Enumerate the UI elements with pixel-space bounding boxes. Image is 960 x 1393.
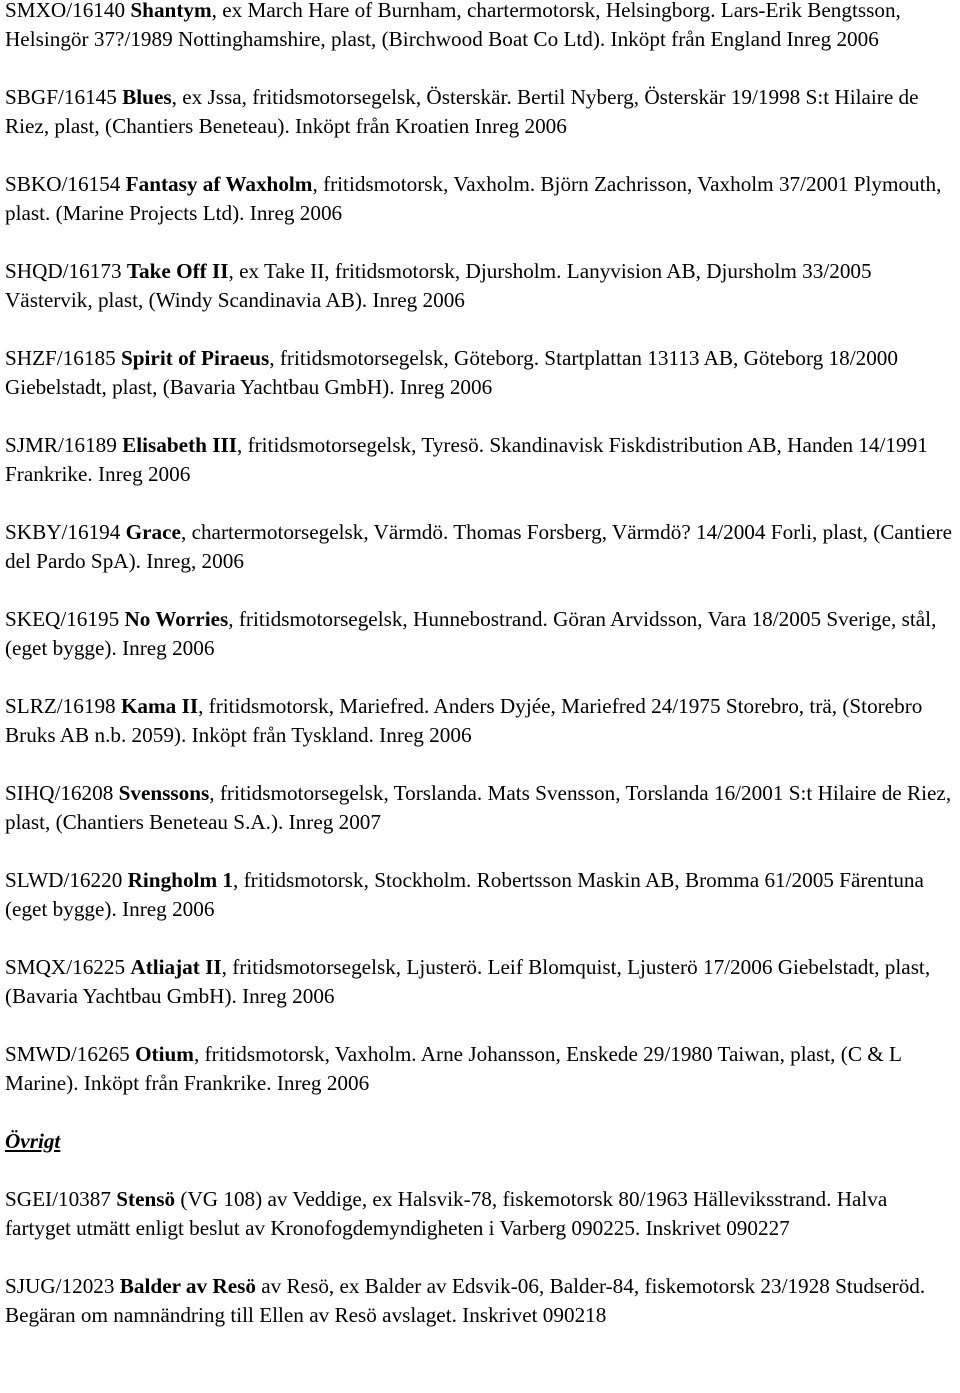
entry-details: , chartermotorsegelsk, Värmdö. Thomas Forsberg, Värmdö? 14/2004 Forli, plast, (Cantiere del Pardo SpA). Inreg, 2006 [5, 520, 953, 573]
register-entry [5, 257, 957, 315]
entry-details: , fritidsmotorsegelsk, Tyresö. Skandinavisk Fiskdistribution AB, Handen 14/1991 Frankrike. Inreg 2006 [5, 433, 928, 486]
entry-callsign: SHQD/16173 [5, 259, 127, 283]
entry-details: av Resö, ex Balder av Edsvik-06, Balder-84, fiskemotorsk 23/1928 Studseröd. Begäran om namnändring till Ellen av Resö avslaget. Inskrivet 090218 [5, 1274, 926, 1327]
entry-details: , fritidsmotorsegelsk, Torslanda. Mats Svensson, Torslanda 16/2001 S:t Hilaire de Riez, plast, (Chantiers Beneteau S.A.). Inreg 2007 [5, 781, 952, 834]
entry-callsign: SLWD/16220 [5, 868, 128, 892]
register-entry [5, 692, 957, 750]
entry-vessel-name: Otium [135, 1042, 194, 1066]
entry-details: , fritidsmotorsk, Mariefred. Anders Dyjée, Mariefred 24/1975 Storebro, trä, (Storebro Bruks AB n.b. 2059). Inköpt från Tyskland. Inreg 2006 [5, 694, 923, 747]
entry-callsign: SLRZ/16198 [5, 694, 121, 718]
entry-details: , fritidsmotorsk, Vaxholm. Arne Johansson, Enskede 29/1980 Taiwan, plast, (C & L Marine). Inköpt från Frankrike. Inreg 2006 [5, 1042, 902, 1095]
register-entry [5, 83, 957, 141]
register-entry [5, 605, 957, 663]
entry-vessel-name: Svenssons [118, 781, 210, 805]
entry-callsign: SIHQ/16208 [5, 781, 119, 805]
entry-callsign: SMWD/16265 [5, 1042, 136, 1066]
document-page [5, 0, 957, 1359]
entry-callsign: SGEI/10387 [5, 1187, 117, 1211]
register-entry [5, 1185, 957, 1243]
entry-vessel-name: Fantasy af Waxholm [125, 172, 313, 196]
entry-callsign: SBKO/16154 [5, 172, 126, 196]
entry-vessel-name: Grace [125, 520, 181, 544]
entry-callsign: SMQX/16225 [5, 955, 131, 979]
register-entry [5, 866, 957, 924]
entry-vessel-name: Kama II [120, 694, 199, 718]
entry-callsign: SBGF/16145 [5, 85, 123, 109]
register-entry [5, 518, 957, 576]
register-entry [5, 344, 957, 402]
register-entry [5, 779, 957, 837]
register-entry [5, 1040, 957, 1098]
entry-vessel-name: Spirit of Piraeus [120, 346, 270, 370]
entry-vessel-name: Atliajat II [130, 955, 222, 979]
section-heading: Övrigt [5, 1129, 61, 1153]
entry-callsign: SKBY/16194 [5, 520, 126, 544]
entry-vessel-name: Take Off II [126, 259, 229, 283]
register-entry [5, 953, 957, 1011]
register-entry [5, 0, 957, 54]
entry-details: , fritidsmotorsegelsk, Hunnebostrand. Göran Arvidsson, Vara 18/2005 Sverige, stål, (eget bygge). Inreg 2006 [5, 607, 937, 660]
entry-details: , ex Take II, fritidsmotorsk, Djursholm. Lanyvision AB, Djursholm 33/2005 Västervik, plast, (Windy Scandinavia AB). Inreg 2006 [5, 259, 872, 312]
entry-details: , ex March Hare of Burnham, chartermotorsk, Helsingborg. Lars-Erik Bengtsson, Helsingör 37?/1989 Nottinghamshire, plast, (Birchwood Boat Co Ltd). Inköpt från England Inreg 2006 [5, 0, 901, 51]
entry-vessel-name: Ringholm 1 [127, 868, 233, 892]
entry-vessel-name: Elisabeth III [122, 433, 237, 457]
entry-callsign: SJMR/16189 [5, 433, 123, 457]
entry-details: , fritidsmotorsegelsk, Göteborg. Startplattan 13113 AB, Göteborg 18/2000 Giebelstadt, plast, (Bavaria Yachtbau GmbH). Inreg 2006 [5, 346, 898, 399]
entry-vessel-name: Balder av Resö [119, 1274, 256, 1298]
register-entry [5, 1272, 957, 1330]
entry-vessel-name: Blues [122, 85, 172, 109]
entry-details: , fritidsmotorsk, Vaxholm. Björn Zachrisson, Vaxholm 37/2001 Plymouth, plast. (Marine Projects Ltd). Inreg 2006 [5, 172, 942, 225]
register-entry [5, 431, 957, 489]
entry-details: , ex Jssa, fritidsmotorsegelsk, Österskär. Bertil Nyberg, Österskär 19/1998 S:t Hilaire de Riez, plast, (Chantiers Beneteau). Inköpt från Kroatien Inreg 2006 [5, 85, 919, 138]
entry-details: , fritidsmotorsk, Stockholm. Robertsson Maskin AB, Bromma 61/2005 Färentuna (eget bygge). Inreg 2006 [5, 868, 924, 921]
entry-callsign: SMXO/16140 [5, 0, 131, 22]
entry-callsign: SKEQ/16195 [5, 607, 125, 631]
entry-callsign: SJUG/12023 [5, 1274, 120, 1298]
entry-callsign: SHZF/16185 [5, 346, 121, 370]
entry-vessel-name: No Worries [124, 607, 229, 631]
entry-vessel-name: Shantym [130, 0, 212, 22]
register-entry [5, 170, 957, 228]
entry-details: , fritidsmotorsegelsk, Ljusterö. Leif Blomquist, Ljusterö 17/2006 Giebelstadt, plast, (Bavaria Yachtbau GmbH). Inreg 2006 [5, 955, 931, 1008]
entry-vessel-name: Stensö [116, 1187, 176, 1211]
entry-details: (VG 108) av Veddige, ex Halsvik-78, fiskemotorsk 80/1963 Hälleviksstrand. Halva fartyget utmätt enligt beslut av Kronofogdemyndigheten i Varberg 090225. Inskrivet 090227 [5, 1187, 888, 1240]
